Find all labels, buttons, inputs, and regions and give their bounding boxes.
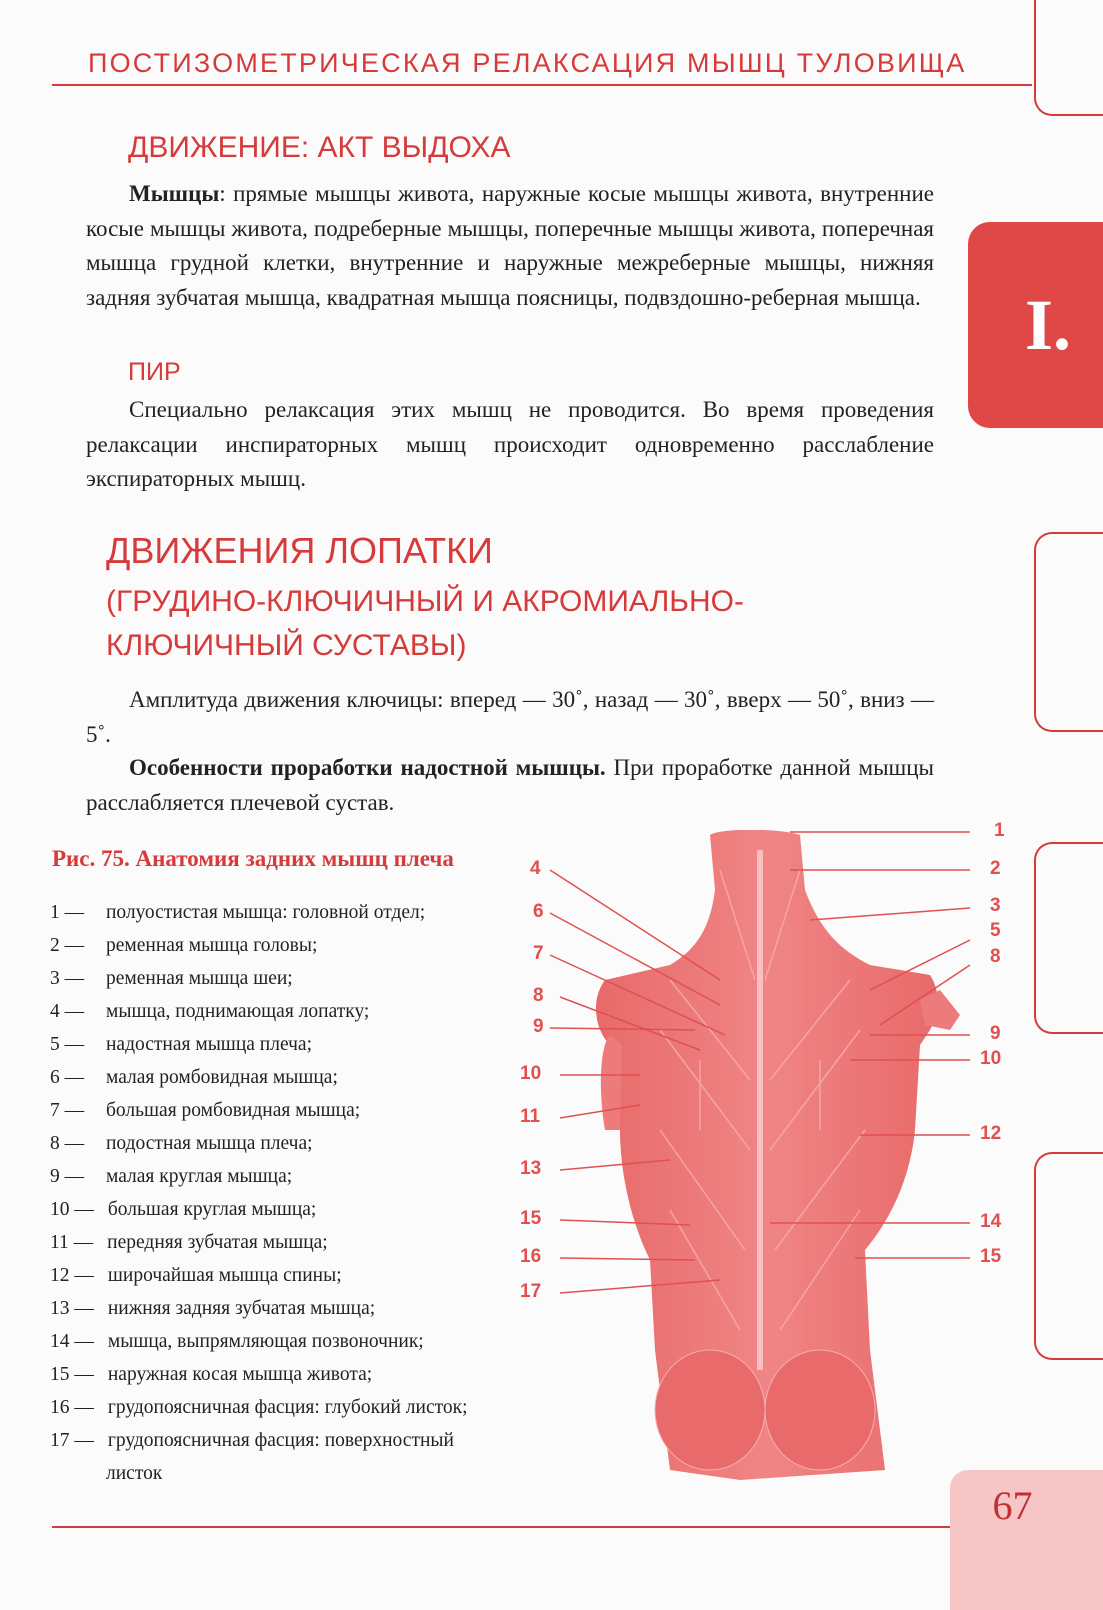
figure-label: 9	[990, 1023, 1001, 1044]
side-tab-top	[1034, 0, 1103, 116]
legend-text: широчайшая мышца спины;	[107, 1265, 342, 1286]
legend-text: ременная мышца шеи;	[106, 968, 293, 989]
legend-num: 1 —	[50, 902, 85, 923]
legend-num: 7 —	[50, 1100, 85, 1121]
figure-label: 12	[980, 1123, 1002, 1144]
legend-num: 10 —	[50, 1199, 94, 1220]
legend-num: 3 —	[50, 968, 85, 989]
legend-item	[50, 962, 550, 995]
legend-num: 4 —	[50, 1001, 85, 1022]
figure-label: 14	[980, 1211, 1002, 1232]
legend-item	[50, 1193, 550, 1226]
legend-num: 5 —	[50, 1034, 85, 1055]
footer-rule	[52, 1526, 952, 1528]
legend-text: нижняя задняя зубчатая мышца;	[107, 1298, 376, 1319]
features-label: Особенности проработки надостной мышцы.	[129, 755, 606, 780]
page-number: 67	[992, 1483, 1033, 1528]
legend-num: 2 —	[50, 935, 85, 956]
legend-item	[50, 1061, 550, 1094]
amplitude-paragraph: Амплитуда движения ключицы: вперед — 30˚, назад — 30˚, вверх — 50˚, вниз — 5˚.	[86, 687, 934, 747]
figure-label: 13	[520, 1158, 542, 1179]
legend-num: 15 —	[50, 1364, 94, 1385]
legend-item	[50, 896, 550, 929]
legend-text: полуостистая мышца: головной отдел;	[106, 902, 426, 923]
figure-legend	[50, 896, 550, 1490]
legend-num: 6 —	[50, 1067, 85, 1088]
figure-caption: Рис. 75. Анатомия задних мышц плеча	[52, 846, 454, 871]
legend-item	[50, 1160, 550, 1193]
legend-text: мышца, поднимающая лопатку;	[106, 1001, 370, 1022]
figure-label: 8	[990, 946, 1001, 967]
back-muscles-illustration	[520, 830, 1020, 1510]
section-subheading-joints-2: КЛЮЧИЧНЫЙ СУСТАВЫ)	[106, 629, 467, 662]
legend-item	[50, 1094, 550, 1127]
legend-item	[50, 1127, 550, 1160]
figure-label: 9	[533, 1016, 544, 1037]
chapter-tab-active[interactable]	[968, 222, 1103, 428]
legend-num: 16 —	[50, 1397, 94, 1418]
side-tab-4[interactable]	[1034, 1152, 1103, 1360]
legend-text: грудопоясничная фасция: глубокий листок;	[107, 1397, 468, 1418]
figure-label: 15	[980, 1246, 1002, 1267]
section-heading-scapula: ДВИЖЕНИЯ ЛОПАТКИ	[106, 530, 493, 571]
legend-item	[50, 1391, 550, 1424]
legend-num: 11 —	[50, 1232, 94, 1253]
figure-label: 10	[980, 1048, 1002, 1069]
legend-text: грудопоясничная фасция: поверхностный	[107, 1430, 454, 1451]
section-subheading-joints-1: (ГРУДИНО-КЛЮЧИЧНЫЙ И АКРОМИАЛЬНО-	[106, 585, 744, 618]
figure-label: 3	[990, 895, 1001, 916]
legend-item	[50, 1226, 550, 1259]
legend-continuation: листок	[106, 1463, 163, 1484]
section-heading-exhale: ДВИЖЕНИЕ: АКТ ВЫДОХА	[128, 131, 511, 164]
legend-text: надостная мышца плеча;	[106, 1034, 312, 1055]
legend-text: большая ромбовидная мышца;	[106, 1100, 361, 1121]
legend-num: 14 —	[50, 1331, 94, 1352]
side-tab-2[interactable]	[1034, 532, 1103, 732]
figure-label: 2	[990, 858, 1001, 879]
side-tab-3[interactable]	[1034, 842, 1103, 1034]
legend-num: 8 —	[50, 1133, 85, 1154]
figure-label: 6	[533, 901, 544, 922]
torso-silhouette	[596, 830, 960, 1480]
muscles-label: Мышцы	[129, 181, 220, 206]
legend-num: 12 —	[50, 1265, 94, 1286]
legend-num: 13 —	[50, 1298, 94, 1319]
header-rule	[52, 84, 1032, 86]
figure-label: 4	[530, 858, 541, 879]
legend-text: наружная косая мышца живота;	[107, 1364, 373, 1385]
subheading-pir: ПИР	[128, 358, 181, 386]
legend-text: малая ромбовидная мышца;	[106, 1067, 338, 1088]
figure-label: 17	[520, 1281, 542, 1302]
features-text: При проработке данной мышцы расслабляется плечевой сустав.	[86, 755, 935, 815]
figure-label: 15	[520, 1208, 542, 1229]
legend-item	[50, 1292, 550, 1325]
figure-label: 7	[533, 943, 544, 964]
legend-item	[50, 995, 550, 1028]
legend-item	[50, 1358, 550, 1391]
figure-label: 5	[990, 920, 1001, 941]
features-paragraph	[86, 751, 934, 820]
legend-item	[50, 1028, 550, 1061]
legend-text: ременная мышца головы;	[106, 935, 318, 956]
figure-label: 10	[520, 1063, 542, 1084]
legend-num: 17 —	[50, 1430, 94, 1451]
figure-label: 16	[520, 1246, 542, 1267]
figure-label: 11	[520, 1106, 541, 1127]
legend-text: передняя зубчатая мышца;	[107, 1232, 328, 1253]
legend-text: мышца, выпрямляющая позвоночник;	[107, 1331, 424, 1352]
legend-num: 9 —	[50, 1166, 85, 1187]
figure-label: 8	[533, 985, 544, 1006]
pir-paragraph: Специально релаксация этих мышц не проводится. Во время проведения релаксации инспираторных мышц происходит одновременно расслабление экспираторных мышц.	[86, 397, 934, 491]
legend-item	[50, 1325, 550, 1358]
muscles-text: : прямые мышцы живота, наружные косые мышцы живота, внутренние косые мышцы живота, подреберные мышцы, поперечные мышцы живота, поперечная мышца грудной клетки, внутренние и наружные межреберные мышцы, нижняя задняя зубчатая мышца, квадратная мышца поясницы, подвздошно-реберная мышца.	[86, 181, 934, 310]
legend-text: большая круглая мышца;	[107, 1199, 317, 1220]
legend-item	[50, 1259, 550, 1292]
legend-item	[50, 929, 550, 962]
legend-text: малая круглая мышца;	[106, 1166, 293, 1187]
running-header: ПОСТИЗОМЕТРИЧЕСКАЯ РЕЛАКСАЦИЯ МЫШЦ ТУЛОВИЩА	[88, 48, 967, 78]
legend-text: подостная мышца плеча;	[106, 1133, 313, 1154]
muscles-paragraph	[86, 177, 934, 315]
legend-item	[50, 1424, 550, 1457]
chapter-tab-label: I.	[1024, 284, 1072, 365]
figure-label: 1	[994, 820, 1005, 841]
